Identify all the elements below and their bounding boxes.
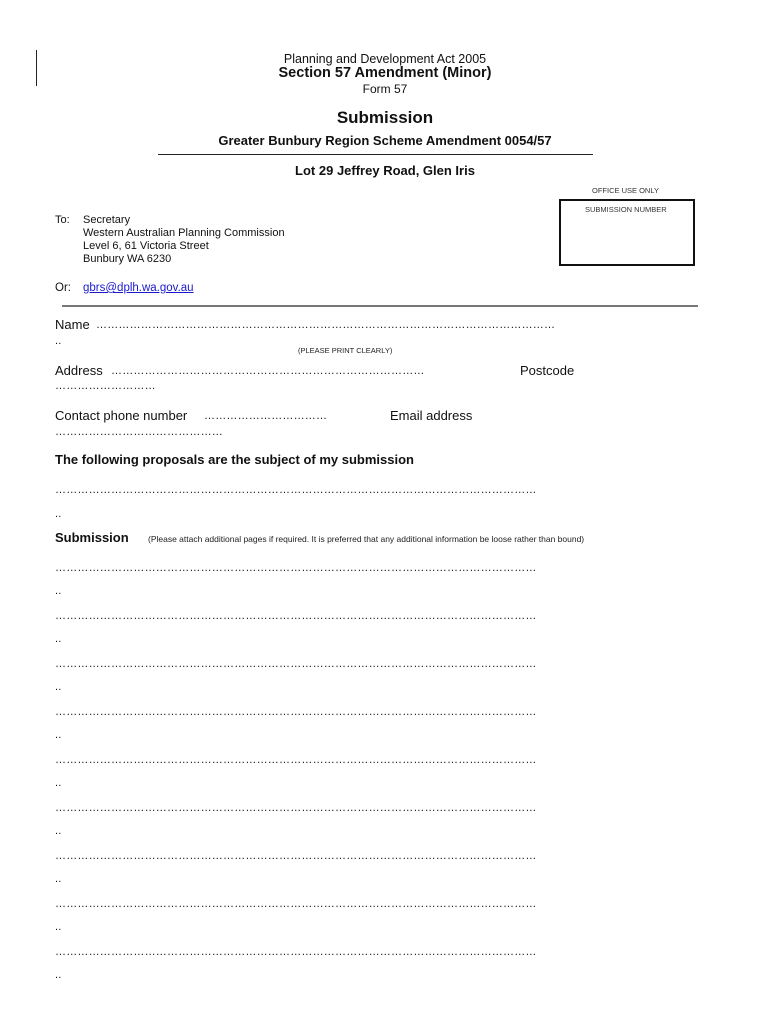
office-use-label: OFFICE USE ONLY [592, 186, 659, 195]
title-divider [158, 154, 593, 155]
scheme-title: Greater Bunbury Region Scheme Amendment 0054/57 [218, 133, 552, 148]
submission-line-continuation: .. [55, 729, 62, 741]
submission-line-continuation: .. [55, 777, 62, 789]
submission-line[interactable]: ………………………………………………………………………………………………………………… [55, 946, 537, 958]
proposals-line-continuation: .. [55, 508, 62, 520]
submission-line[interactable]: ………………………………………………………………………………………………………………… [55, 898, 537, 910]
submission-line-continuation: .. [55, 921, 62, 933]
postcode-label: Postcode [520, 363, 575, 378]
form-number: Form 57 [362, 82, 408, 96]
submission-line[interactable]: ………………………………………………………………………………………………………………… [55, 754, 537, 766]
submission-line[interactable]: ………………………………………………………………………………………………………………… [55, 802, 537, 814]
submission-line-continuation: .. [55, 585, 62, 597]
proposals-heading: The following proposals are the subject of my submission [55, 452, 414, 467]
recipient-line: Secretary [83, 214, 131, 226]
section-divider [62, 305, 698, 307]
submission-number-label: SUBMISSION NUMBER [585, 205, 667, 214]
act-title: Planning and Development Act 2005 [283, 52, 487, 66]
print-clearly-note: (PLEASE PRINT CLEARLY) [298, 346, 393, 355]
submission-label: Submission [55, 530, 129, 545]
section-title: Section 57 Amendment (Minor) [278, 65, 492, 81]
lot-title: Lot 29 Jeffrey Road, Glen Iris [295, 163, 475, 178]
submission-line[interactable]: ………………………………………………………………………………………………………………… [55, 562, 537, 574]
submission-line[interactable]: ………………………………………………………………………………………………………………… [55, 658, 537, 670]
name-field[interactable]: …………………………………………………………………………………………………………… [96, 319, 556, 331]
address-field[interactable]: ………………………………………………………………………… [111, 365, 425, 377]
recipient-line: Western Australian Planning Commission [83, 227, 285, 239]
submission-line[interactable]: ………………………………………………………………………………………………………………… [55, 850, 537, 862]
submission-line[interactable]: ………………………………………………………………………………………………………………… [55, 706, 537, 718]
submission-line-continuation: .. [55, 969, 62, 981]
to-label: To: [55, 214, 70, 226]
submission-note: (Please attach additional pages if required. It is preferred that any additional information be loose rather than bound) [148, 534, 585, 544]
email-address-label: Email address [390, 408, 473, 423]
submission-line[interactable]: ………………………………………………………………………………………………………………… [55, 610, 537, 622]
submission-line-continuation: .. [55, 681, 62, 693]
recipient-line: Bunbury WA 6230 [83, 253, 172, 265]
address-label: Address [55, 363, 103, 378]
email-link[interactable]: gbrs@dplh.wa.gov.au [83, 282, 194, 294]
phone-field[interactable]: …………………………… [204, 410, 328, 422]
name-label: Name [55, 317, 90, 332]
submission-line-continuation: .. [55, 873, 62, 885]
name-field-continuation: .. [55, 335, 62, 347]
or-label: Or: [55, 282, 71, 294]
email-address-field[interactable]: ……………………………………… [55, 426, 223, 438]
proposals-line[interactable]: ………………………………………………………………………………………………………………… [55, 484, 537, 496]
phone-label: Contact phone number [55, 408, 188, 423]
submission-line-continuation: .. [55, 633, 62, 645]
submission-line-continuation: .. [55, 825, 62, 837]
page-title: Submission [336, 108, 434, 127]
postcode-field[interactable]: ……………………… [55, 380, 156, 392]
recipient-line: Level 6, 61 Victoria Street [83, 240, 209, 252]
